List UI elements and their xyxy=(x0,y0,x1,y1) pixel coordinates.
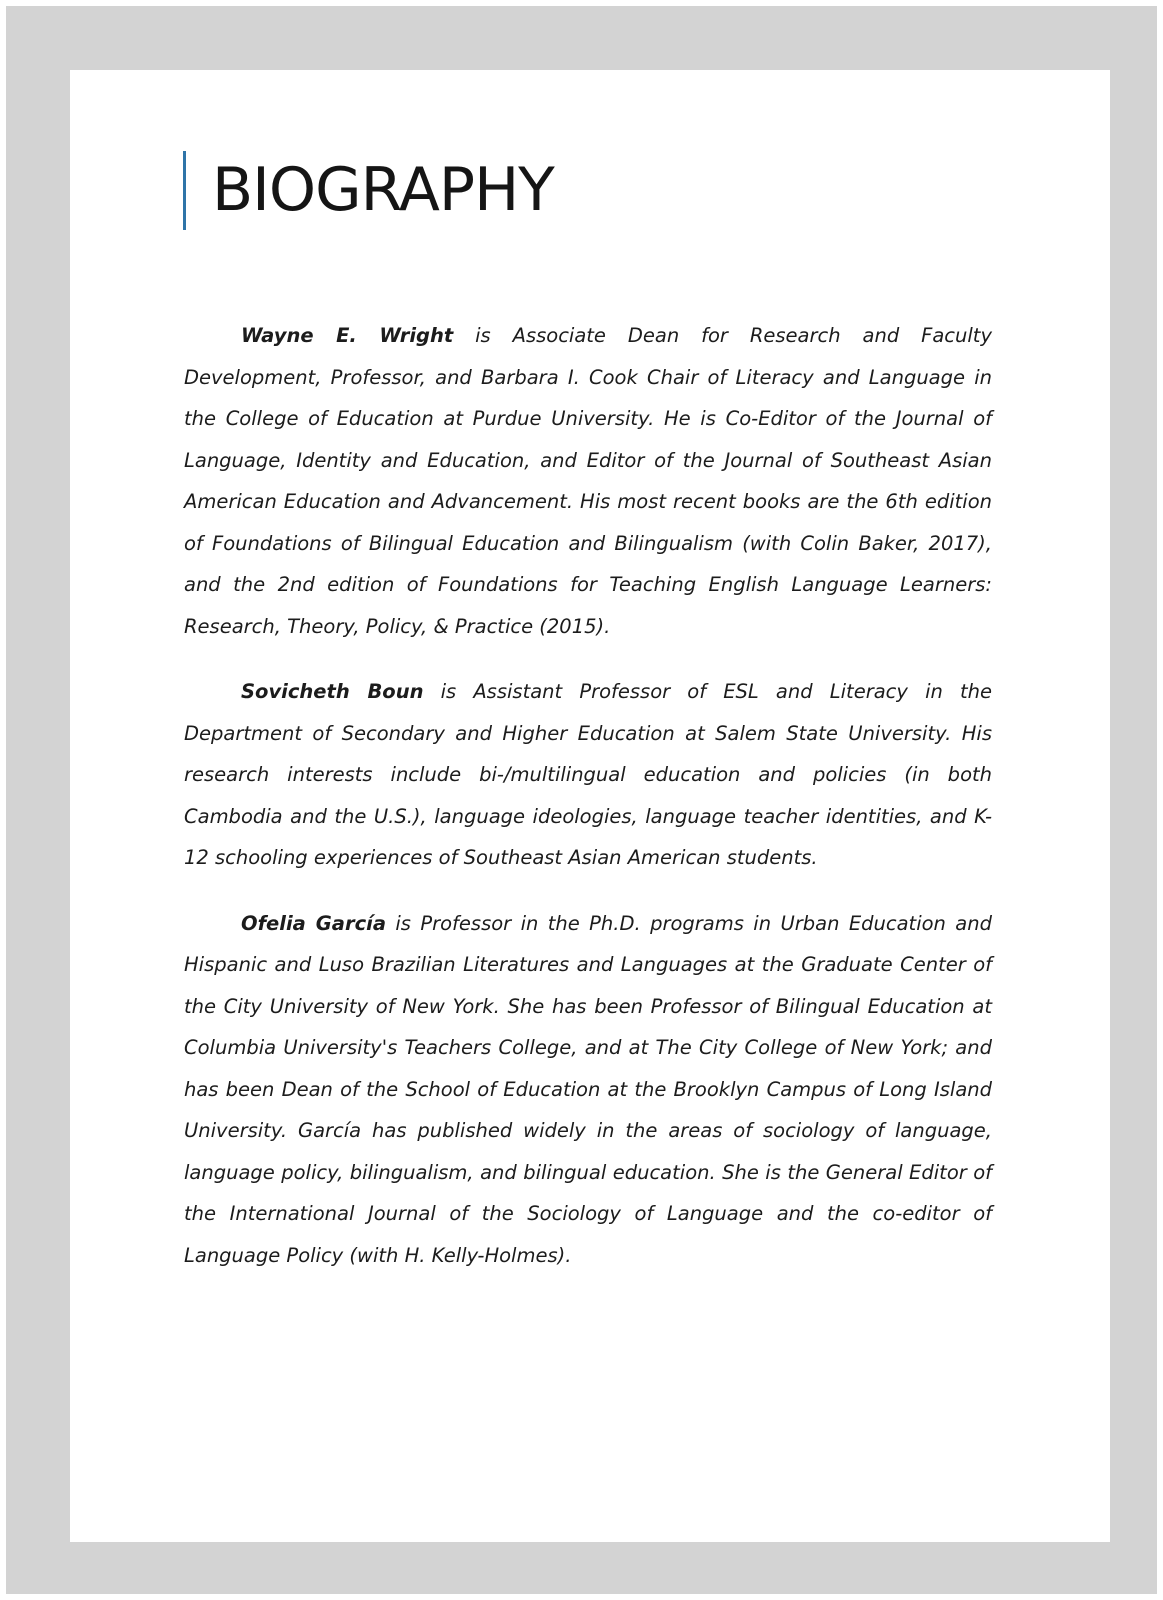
bio-paragraph-boun xyxy=(184,671,992,879)
page-frame xyxy=(6,6,1157,1594)
document-page xyxy=(70,70,1110,1542)
bio-name: Sovicheth Boun xyxy=(241,680,424,703)
bio-paragraph-wright xyxy=(184,315,992,647)
biography-body xyxy=(184,315,992,1300)
bio-text: is Associate Dean for Research and Faculty Development, Professor, and Barbara I. Cook Chair of Literacy and Language in the College of Education at Purdue University. He is Co-Editor of the Journal of Language, Identity and Education, and Editor of the Journal of Southeast Asian American Education and Advancement. His most recent books are the 6th edition of Foundations of Bilingual Education and Bilingualism (with Colin Baker, 2017), and the 2nd edition of Foundations for Teaching English Language Learners: Research, Theory, Policy, & Practice (2015). xyxy=(184,324,992,638)
bio-text: is Professor in the Ph.D. programs in Urban Education and Hispanic and Luso Brazilian Literatures and Languages at the Graduate Center of the City University of New York. She has been Professor of Bilingual Education at Columbia University's Teachers College, and at The City College of New York; and has been Dean of the School of Education at the Brooklyn Campus of Long Island University. García has published widely in the areas of sociology of language, language policy, bilingualism, and bilingual education. She is the General Editor of the International Journal of the Sociology of Language and the co-editor of Language Policy (with H. Kelly-Holmes). xyxy=(184,911,992,1267)
bio-name: Ofelia García xyxy=(241,911,386,935)
bio-text: is Assistant Professor of ESL and Literacy in the Department of Secondary and Higher Education at Salem State University. His research interests include bi-/multilingual education and policies (in both Cambodia and the U.S.), language ideologies, language teacher identities, and K-12 schooling experiences of Southeast Asian American students. xyxy=(184,680,992,869)
page-title: BIOGRAPHY xyxy=(212,155,554,225)
title-accent-bar xyxy=(183,151,186,230)
bio-paragraph-garcia xyxy=(184,903,992,1277)
bio-name: Wayne E. Wright xyxy=(241,324,454,347)
